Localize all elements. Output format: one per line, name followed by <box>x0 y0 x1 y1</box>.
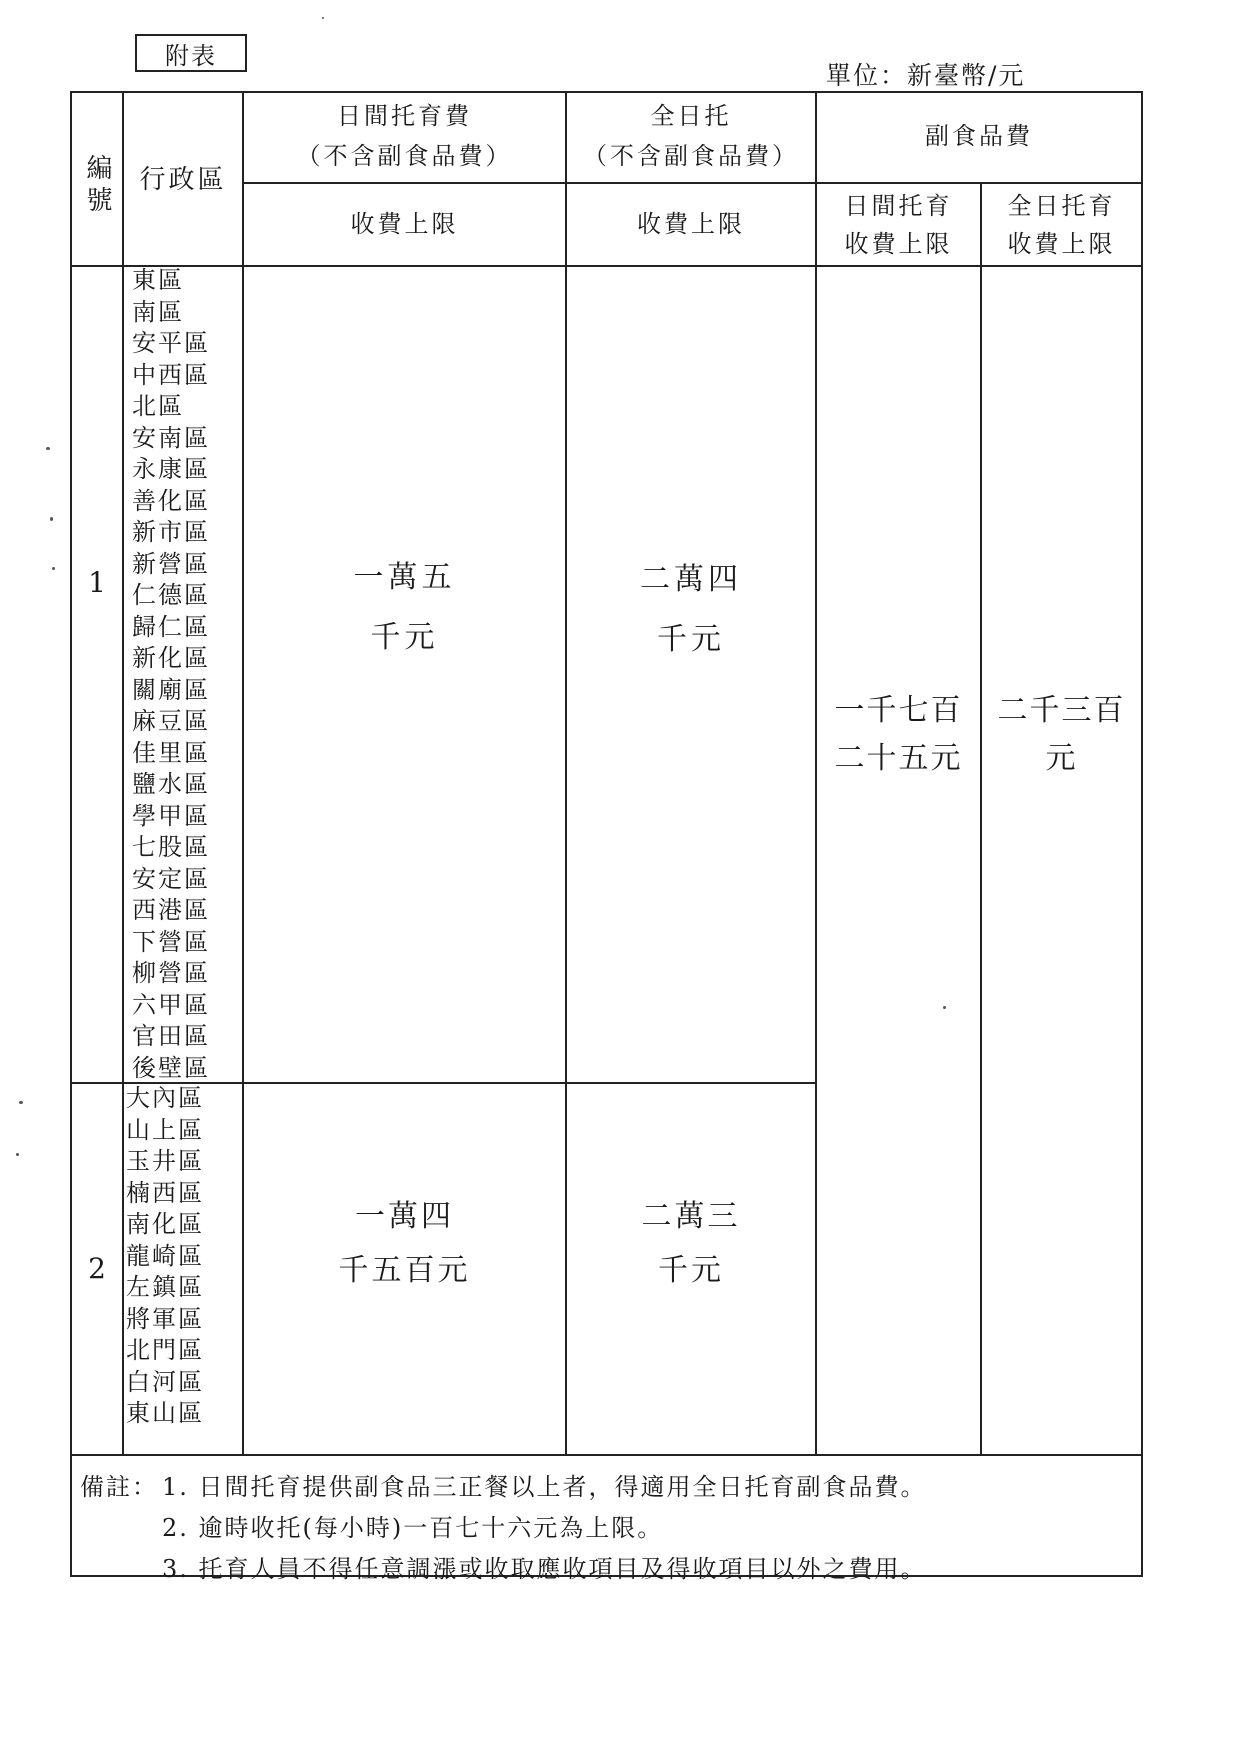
col-divider-food <box>980 182 982 1454</box>
district-item: 東山區 <box>126 1399 204 1427</box>
district-item: 將軍區 <box>126 1304 204 1333</box>
group-1-fullday-fee-line1: 二萬四 <box>640 562 742 597</box>
food-fullday-fee-line2: 元 <box>1045 741 1078 776</box>
district-item: 龍崎區 <box>126 1241 204 1270</box>
scan-speck <box>16 1153 19 1156</box>
district-item: 鹽水區 <box>132 770 210 798</box>
table-border-right <box>1141 91 1143 1576</box>
group-1-districts <box>132 265 210 1084</box>
district-item: 安南區 <box>132 423 210 452</box>
district-item: 善化區 <box>132 486 210 515</box>
scan-speck <box>322 17 324 19</box>
district-item: 仁德區 <box>132 581 210 609</box>
scan-speck <box>46 447 50 450</box>
district-item: 東區 <box>132 266 184 294</box>
header-daytime-line1: 日間托育費 <box>337 102 472 130</box>
district-item: 白河區 <box>126 1367 204 1396</box>
group-2-districts <box>126 1083 204 1430</box>
header-food-fullday-line2: 收費上限 <box>1007 230 1116 258</box>
district-item: 官田區 <box>132 1022 210 1050</box>
district-item: 佳里區 <box>132 738 210 767</box>
scan-speck <box>52 567 55 570</box>
district-item: 山上區 <box>126 1115 204 1144</box>
group-1-daytime-fee-line1: 一萬五 <box>353 560 456 595</box>
notes-label: 備註： <box>80 1473 158 1501</box>
header-daytime-line2: （不含副食品費） <box>296 142 513 170</box>
table-border-top <box>70 91 1143 93</box>
food-fullday-fee-line1: 二千三百 <box>997 693 1126 728</box>
fee-table <box>70 91 1143 1583</box>
header-divider-2 <box>70 265 1143 267</box>
header-fullday-line2: （不含副食品費） <box>583 142 799 170</box>
food-daytime-fee-line2: 二十五元 <box>834 741 963 776</box>
scan-speck <box>19 1101 23 1104</box>
note-item-2: 2. 逾時收托(每小時)一百七十六元為上限。 <box>162 1514 664 1542</box>
group-2-daytime-fee-line2: 千五百元 <box>338 1253 471 1288</box>
header-fullday-cap: 收費上限 <box>637 210 745 238</box>
district-item: 永康區 <box>132 455 210 483</box>
district-item: 北門區 <box>126 1336 204 1364</box>
group-2-fullday-fee-line2: 千元 <box>658 1253 724 1288</box>
header-divider-1 <box>242 182 1142 184</box>
district-item: 歸仁區 <box>132 612 210 641</box>
header-food-daytime-line1: 日間托育 <box>844 192 953 220</box>
header-food: 副食品費 <box>925 122 1033 150</box>
district-item: 大內區 <box>126 1084 204 1112</box>
district-item: 南化區 <box>126 1210 204 1238</box>
district-item: 關廟區 <box>132 675 210 704</box>
district-item: 安平區 <box>132 329 210 357</box>
table-border-left <box>70 91 72 1576</box>
attachment-label: 附表 <box>135 34 247 72</box>
group-2-daytime-fee-line1: 一萬四 <box>355 1199 454 1234</box>
district-item: 左鎮區 <box>126 1273 204 1301</box>
group-1-daytime-fee-line2: 千元 <box>370 620 439 655</box>
district-item: 後壁區 <box>132 1053 210 1082</box>
district-item: 下營區 <box>132 927 210 956</box>
scan-speck <box>50 517 53 521</box>
district-item: 六甲區 <box>132 990 210 1019</box>
district-item: 新營區 <box>132 549 210 578</box>
header-fullday-line1: 全日托 <box>650 102 732 130</box>
group-1-number: 1 <box>88 566 106 599</box>
district-item: 安定區 <box>132 864 210 893</box>
group-2-number: 2 <box>88 1252 106 1285</box>
header-food-daytime-line2: 收費上限 <box>844 230 953 258</box>
col-divider-number <box>122 91 124 1454</box>
note-item-1: 1. 日間托育提供副食品三正餐以上者，得適用全日托育副食品費。 <box>162 1473 927 1501</box>
district-item: 中西區 <box>132 360 210 389</box>
unit-label: 單位：新臺幣/元 <box>826 61 1026 90</box>
group-2-fullday-fee-line1: 二萬三 <box>641 1199 741 1234</box>
scan-speck <box>943 1006 946 1009</box>
district-item: 新市區 <box>132 518 210 546</box>
district-item: 柳營區 <box>132 959 210 987</box>
district-item: 麻豆區 <box>132 707 210 735</box>
district-item: 新化區 <box>132 644 210 672</box>
district-item: 西港區 <box>132 896 210 924</box>
header-daytime-cap: 收費上限 <box>350 210 459 238</box>
notes-divider <box>70 1454 1143 1456</box>
district-item: 七股區 <box>132 833 210 861</box>
header-district: 行政區 <box>139 165 227 195</box>
district-item: 學甲區 <box>132 801 210 830</box>
food-daytime-fee-line1: 一千七百 <box>834 693 963 728</box>
district-item: 玉井區 <box>126 1147 204 1175</box>
group-1-fullday-fee-line2: 千元 <box>657 622 725 657</box>
header-food-fullday-line1: 全日托育 <box>1007 192 1116 220</box>
header-number: 編號 <box>82 154 112 218</box>
district-item: 南區 <box>132 297 184 326</box>
note-item-3: 3. 托育人員不得任意調漲或收取應收項目及得收項目以外之費用。 <box>162 1555 927 1583</box>
district-item: 楠西區 <box>126 1178 204 1207</box>
district-item: 北區 <box>132 392 184 420</box>
